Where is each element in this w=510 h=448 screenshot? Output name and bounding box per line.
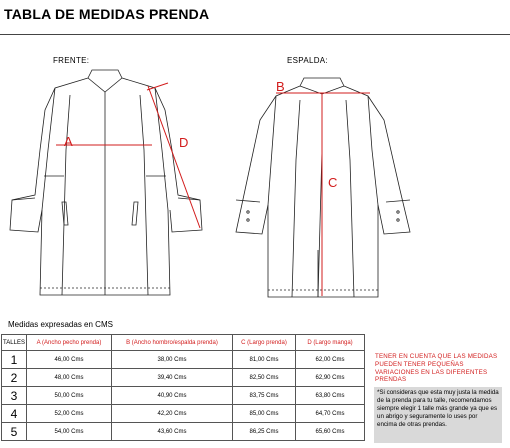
size-cell: 1 bbox=[2, 351, 27, 369]
table-cell: 64,70 Cms bbox=[296, 405, 365, 423]
table-cell: 81,00 Cms bbox=[233, 351, 296, 369]
back-coat-illustration bbox=[236, 78, 410, 297]
table-cell: 85,00 Cms bbox=[233, 405, 296, 423]
table-cell: 65,60 Cms bbox=[296, 423, 365, 441]
table-cell: 83,75 Cms bbox=[233, 387, 296, 405]
table-cell: 52,00 Cms bbox=[27, 405, 112, 423]
size-cell: 2 bbox=[2, 369, 27, 387]
front-measures bbox=[56, 83, 200, 228]
front-coat-illustration bbox=[10, 70, 202, 295]
col-header: TALLES bbox=[2, 335, 27, 351]
col-header: C (Largo prenda) bbox=[233, 335, 296, 351]
table-row bbox=[2, 351, 365, 369]
table-cell: 43,60 Cms bbox=[112, 423, 233, 441]
front-view-label: FRENTE: bbox=[53, 56, 90, 65]
col-header: A (Ancho pecho prenda) bbox=[27, 335, 112, 351]
marker-a: A bbox=[64, 134, 73, 149]
table-cell: 40,90 Cms bbox=[112, 387, 233, 405]
marker-c: C bbox=[328, 175, 338, 190]
title-divider bbox=[0, 34, 510, 35]
units-caption: Medidas expresadas en CMS bbox=[8, 320, 113, 329]
table-cell: 82,50 Cms bbox=[233, 369, 296, 387]
table-row bbox=[2, 405, 365, 423]
size-cell: 3 bbox=[2, 387, 27, 405]
table-cell: 62,90 Cms bbox=[296, 369, 365, 387]
size-advice-note: *Si consideras que esta muy justa la medida de la prenda para tu talle, recomendamos siempre elegir 1 talle más grande ya que es un abrigo y seguramente lo uses por encima de otras prendas. bbox=[374, 387, 502, 443]
col-header: B (Ancho hombro/espalda prenda) bbox=[112, 335, 233, 351]
marker-b: B bbox=[276, 79, 285, 94]
measure-d-line bbox=[148, 86, 200, 228]
table-cell: 63,80 Cms bbox=[296, 387, 365, 405]
table-cell: 48,00 Cms bbox=[27, 369, 112, 387]
size-table bbox=[1, 334, 365, 441]
table-row bbox=[2, 387, 365, 405]
table-cell: 46,00 Cms bbox=[27, 351, 112, 369]
table-cell: 54,00 Cms bbox=[27, 423, 112, 441]
size-cell: 4 bbox=[2, 405, 27, 423]
table-row bbox=[2, 369, 365, 387]
col-header: D (Largo manga) bbox=[296, 335, 365, 351]
table-cell: 39,40 Cms bbox=[112, 369, 233, 387]
marker-d: D bbox=[179, 135, 189, 150]
table-cell: 86,25 Cms bbox=[233, 423, 296, 441]
back-measures bbox=[276, 93, 370, 296]
table-cell: 38,00 Cms bbox=[112, 351, 233, 369]
table-row bbox=[2, 423, 365, 441]
table-cell: 62,00 Cms bbox=[296, 351, 365, 369]
garment-drawings bbox=[0, 36, 510, 306]
variation-warning: TENER EN CUENTA QUE LAS MEDIDAS PUEDEN TENER PEQUEÑAS VARIACIONES EN LAS DIFERENTES PRENDAS bbox=[375, 353, 498, 384]
table-cell: 42,20 Cms bbox=[112, 405, 233, 423]
page-title: TABLA DE MEDIDAS PRENDA bbox=[4, 6, 210, 22]
table-header-row bbox=[2, 335, 365, 351]
back-view-label: ESPALDA: bbox=[287, 56, 328, 65]
table-cell: 50,00 Cms bbox=[27, 387, 112, 405]
size-cell: 5 bbox=[2, 423, 27, 441]
